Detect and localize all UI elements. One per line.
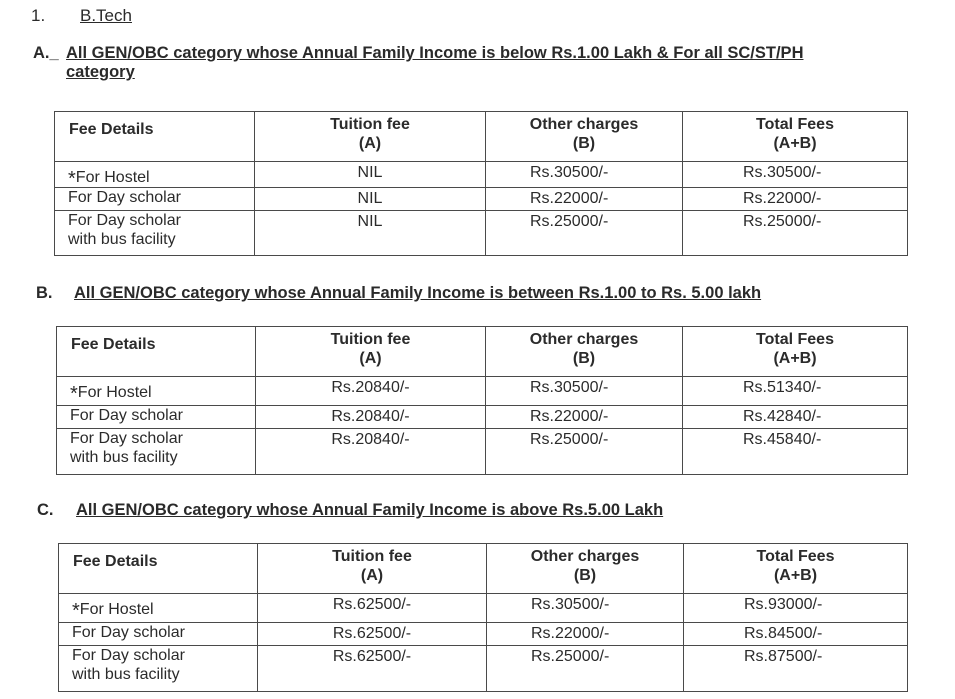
other-charges-value: Rs.25000/-: [486, 429, 683, 475]
row-label-bus-line1: For Day scholar: [72, 647, 185, 664]
col-total-label: Total Fees: [756, 116, 834, 133]
total-fees-value: Rs.45840/-: [683, 429, 908, 475]
table-row: [55, 188, 908, 211]
row-label-day-scholar: For Day scholar: [59, 623, 258, 646]
section-c-heading: [37, 501, 663, 520]
fee-table-a: [54, 111, 908, 256]
col-total-sub: (A+B): [773, 135, 817, 152]
col-other-label: Other charges: [529, 331, 639, 348]
section-c-letter: C.: [37, 501, 54, 519]
total-fees-value: Rs.84500/-: [684, 623, 908, 646]
col-tuition-label: Tuition fee: [332, 548, 412, 565]
total-fees-value: Rs.93000/-: [684, 594, 908, 623]
other-charges-value: Rs.30500/-: [486, 162, 683, 188]
col-fee-details: Fee Details: [57, 327, 256, 377]
row-label-bus: [59, 646, 258, 692]
row-label-hostel: [55, 162, 255, 188]
row-label-hostel-text: For Hostel: [77, 384, 152, 401]
asterisk-mark: *: [72, 600, 80, 622]
total-fees-value: Rs.51340/-: [683, 377, 908, 406]
other-charges-value: Rs.30500/-: [487, 594, 684, 623]
table-row: [59, 646, 908, 692]
col-tuition: [255, 112, 486, 162]
other-charges-value: Rs.22000/-: [486, 406, 683, 429]
row-label-bus: [57, 429, 256, 475]
section-b-heading: [36, 284, 761, 303]
col-total-sub: (A+B): [773, 567, 818, 584]
total-fees-value: Rs.42840/-: [683, 406, 908, 429]
col-other: [487, 544, 684, 594]
other-charges-value: Rs.25000/-: [486, 211, 683, 256]
total-fees-value: Rs.22000/-: [683, 188, 908, 211]
tuition-value: Rs.62500/-: [258, 594, 487, 623]
row-label-hostel-text: For Hostel: [79, 601, 154, 618]
row-label-bus-line1: For Day scholar: [68, 212, 181, 229]
col-tuition-sub: (A): [360, 567, 384, 584]
col-fee-details: Fee Details: [59, 544, 258, 594]
table-row: [55, 211, 908, 256]
total-fees-value: Rs.30500/-: [683, 162, 908, 188]
table-header-row: [57, 327, 908, 377]
row-label-bus-line2: with bus facility: [70, 449, 178, 466]
table-row: [57, 406, 908, 429]
col-total-label: Total Fees: [756, 548, 835, 565]
fee-table-b: [56, 326, 908, 475]
row-label-hostel-text: For Hostel: [75, 169, 150, 186]
total-fees-value: Rs.87500/-: [684, 646, 908, 692]
program-number: 1.: [31, 6, 46, 25]
fee-table-c: [58, 543, 908, 692]
col-other: [486, 112, 683, 162]
other-charges-value: Rs.22000/-: [486, 188, 683, 211]
row-label-bus-line2: with bus facility: [72, 666, 180, 683]
tuition-value: Rs.20840/-: [256, 429, 486, 475]
col-tuition-label: Tuition fee: [330, 116, 410, 133]
col-total: [683, 112, 908, 162]
table-row: [59, 594, 908, 623]
other-charges-value: Rs.30500/-: [486, 377, 683, 406]
col-fee-details: Fee Details: [55, 112, 255, 162]
col-tuition-sub: (A): [358, 135, 382, 152]
col-tuition-label: Tuition fee: [330, 331, 411, 348]
col-other-sub: (B): [573, 567, 597, 584]
col-total: [683, 327, 908, 377]
row-label-bus-line1: For Day scholar: [70, 430, 183, 447]
table-row: [57, 377, 908, 406]
tuition-value: NIL: [255, 188, 486, 211]
table-row: [59, 623, 908, 646]
table-header-row: [55, 112, 908, 162]
asterisk-mark: *: [68, 168, 76, 188]
col-other-sub: (B): [572, 135, 596, 152]
row-label-bus-line2: with bus facility: [68, 231, 176, 248]
tuition-value: Rs.20840/-: [256, 377, 486, 406]
program-heading: [31, 6, 132, 26]
row-label-hostel: [59, 594, 258, 623]
row-label-day-scholar: For Day scholar: [57, 406, 256, 429]
tuition-value: NIL: [255, 211, 486, 256]
section-b-title: All GEN/OBC category whose Annual Family Income is between Rs.1.00 to Rs. 5.00 lakh: [74, 284, 762, 302]
tuition-value: Rs.62500/-: [258, 623, 487, 646]
col-total: [684, 544, 908, 594]
col-other-sub: (B): [572, 350, 596, 367]
section-a-letter: A._: [33, 44, 59, 62]
col-other: [486, 327, 683, 377]
col-tuition: [258, 544, 487, 594]
table-header-row: [59, 544, 908, 594]
section-a-title-line2: category: [66, 63, 135, 81]
col-other-label: Other charges: [530, 548, 640, 565]
row-label-bus: [55, 211, 255, 256]
other-charges-value: Rs.22000/-: [487, 623, 684, 646]
row-label-hostel: [57, 377, 256, 406]
table-row: [57, 429, 908, 475]
col-total-sub: (A+B): [773, 350, 817, 367]
col-total-label: Total Fees: [756, 331, 834, 348]
total-fees-value: Rs.25000/-: [683, 211, 908, 256]
section-c-title: All GEN/OBC category whose Annual Family Income is above Rs.5.00 Lakh: [76, 501, 664, 519]
asterisk-mark: *: [70, 383, 78, 405]
other-charges-value: Rs.25000/-: [487, 646, 684, 692]
col-tuition-sub: (A): [359, 350, 382, 367]
table-row: [55, 162, 908, 188]
section-a-title: All GEN/OBC category whose Annual Family Income is below Rs.1.00 Lakh & For all SC/ST/PH: [66, 44, 804, 62]
tuition-value: NIL: [255, 162, 486, 188]
tuition-value: Rs.20840/-: [256, 406, 486, 429]
section-b-letter: B.: [36, 284, 53, 302]
section-a-heading: [33, 44, 803, 82]
tuition-value: Rs.62500/-: [258, 646, 487, 692]
col-other-label: Other charges: [529, 116, 639, 133]
program-name: B.Tech: [80, 6, 132, 25]
col-tuition: [256, 327, 486, 377]
row-label-day-scholar: For Day scholar: [55, 188, 255, 211]
